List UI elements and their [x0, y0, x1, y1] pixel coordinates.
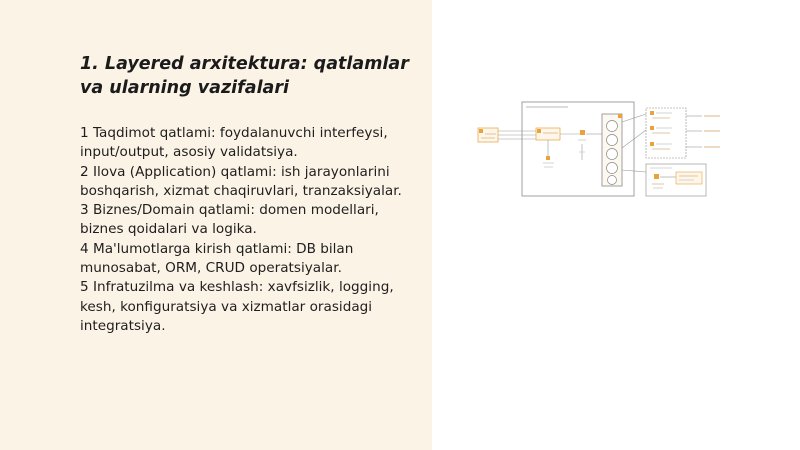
- list-item: 2 Ilova (Application) qatlami: ish jarayonlarini boshqarish, xizmat chaqiruvlari, tranzaksiyalar.: [80, 163, 402, 199]
- image-panel: [432, 0, 800, 450]
- layer-5: [608, 176, 617, 185]
- list-item: 3 Biznes/Domain qatlami: domen modellari, biznes qoidalari va logika.: [80, 202, 379, 238]
- layer-4: [607, 163, 618, 174]
- slide-body: [80, 124, 425, 336]
- client-node-icon: [479, 129, 483, 133]
- service-c-icon: [650, 142, 654, 146]
- architecture-diagram: [476, 100, 724, 200]
- service-node-icon: [580, 130, 585, 135]
- architecture-diagram-svg: [476, 100, 724, 200]
- slide-title: 1. Layered arxitektura: qatlamlar va ularning vazifalari: [80, 54, 409, 98]
- layer-3: [607, 149, 618, 160]
- layer-2: [607, 135, 618, 146]
- list-item: 5 Infratuzilma va keshlash: xavfsizlik, logging, kesh, konfiguratsiya va xizmatlar orasidagi integratsiya.: [80, 279, 394, 334]
- auth-node-icon: [546, 156, 550, 160]
- list-item: 4 Ma'lumotlarga kirish qatlami: DB bilan munosabat, ORM, CRUD operatsiyalar.: [80, 240, 354, 277]
- layer-stack-badge: [618, 114, 622, 118]
- gateway-node-icon: [537, 129, 541, 133]
- layer-1: [607, 121, 618, 132]
- service-b-icon: [650, 126, 654, 130]
- database-icon: [654, 174, 659, 179]
- cache-node: [676, 172, 702, 184]
- list-item: 1 Taqdimot qatlami: foydalanuvchi interfeysi, input/output, asosiy validatsiya.: [80, 125, 388, 161]
- service-a-icon: [650, 111, 654, 115]
